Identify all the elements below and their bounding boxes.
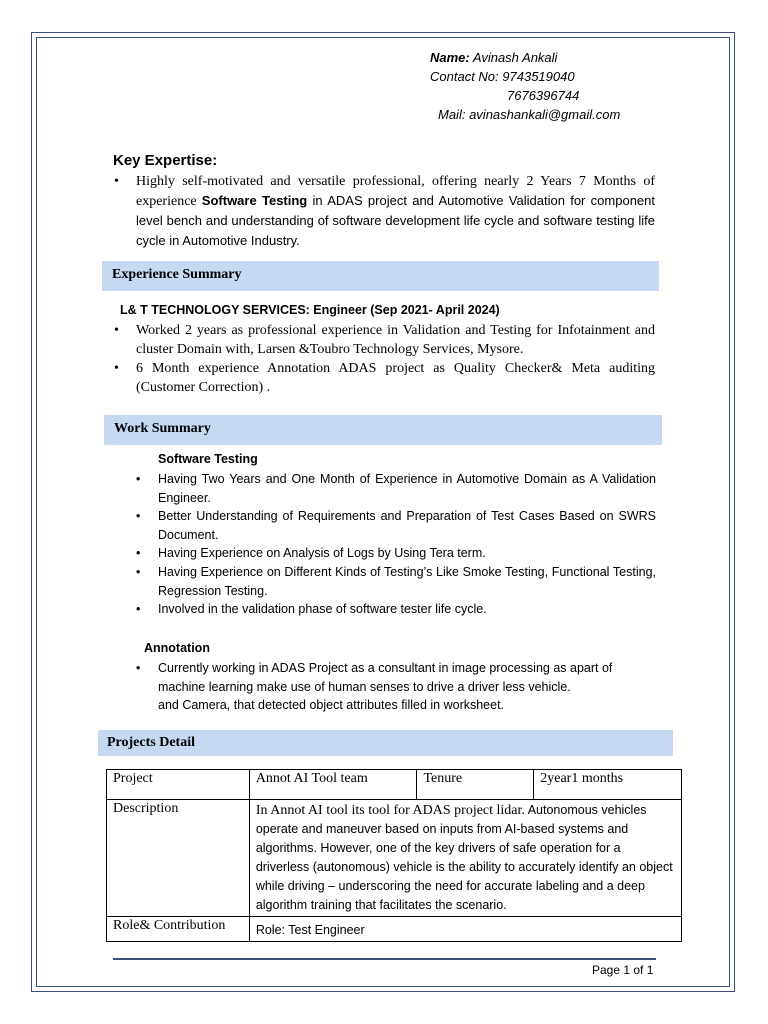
phone-secondary: 7676396744 <box>507 88 580 103</box>
software-testing-list <box>136 470 656 619</box>
contact-label: Contact No: <box>430 69 499 84</box>
experience-summary-heading: Experience Summary <box>112 267 242 282</box>
key-expertise-text-start: Highly self-motivated and versatile professional, offering nearly 2 Years 7 Months of experience <box>136 174 655 209</box>
description-label-cell: Description <box>107 800 250 917</box>
company-line: L& T TECHNOLOGY SERVICES: Engineer (Sep 2021- April 2024) <box>120 303 500 317</box>
candidate-name: Avinash Ankali <box>472 50 558 65</box>
experience-item: • 6 Month experience Annotation ADAS project as Quality Checker& Meta auditing (Customer Correction) . <box>114 359 655 397</box>
experience-list <box>114 321 655 397</box>
footer-divider <box>113 958 656 960</box>
key-expertise-bold: Software Testing <box>201 193 308 208</box>
description-lead: In Annot AI tool its tool for ADAS project lidar. <box>255 803 525 818</box>
list-item: • Having Two Years and One Month of Experience in Automotive Domain as A Validation Engineer. <box>136 470 656 507</box>
description-value-cell <box>249 800 681 917</box>
name-row <box>430 48 620 67</box>
experience-summary-band <box>102 261 659 291</box>
experience-item: • Worked 2 years as professional experience in Validation and Testing for Infotainment and cluster Domain with, Larsen &Toubro Technology Services, Mysore. <box>114 321 655 359</box>
list-item: • Having Experience on Analysis of Logs by Using Tera term. <box>136 544 656 563</box>
project-label-cell: Project <box>107 770 250 800</box>
work-summary-band <box>104 415 662 445</box>
table-row <box>107 800 682 917</box>
list-item: • Having Experience on Different Kinds of Testing’s Like Smoke Testing, Functional Testing, Regression Testing. <box>136 563 656 600</box>
annotation-title: Annotation <box>144 641 210 655</box>
list-item: • Currently working in ADAS Project as a consultant in image processing as apart of machine learning make use of human senses to drive a driver less vehicle. <box>136 659 656 697</box>
table-row <box>107 917 682 942</box>
role-value-cell: Role: Test Engineer <box>249 917 681 942</box>
projects-detail-band <box>98 730 673 756</box>
phone-primary: 9743519040 <box>502 69 575 84</box>
projects-detail-heading: Projects Detail <box>107 735 195 750</box>
table-row <box>107 770 682 800</box>
contact-block <box>430 48 620 124</box>
annotation-extra-line: and Camera, that detected object attributes filled in worksheet. <box>158 698 505 712</box>
software-testing-title: Software Testing <box>158 452 258 466</box>
mail-label: Mail: <box>438 107 466 122</box>
project-value-cell: Annot AI Tool team <box>249 770 417 800</box>
email-address: avinashankali@gmail.com <box>469 107 621 122</box>
list-item: • Involved in the validation phase of software tester life cycle. <box>136 600 656 619</box>
key-expertise-item <box>114 172 655 251</box>
phone-row <box>430 67 620 86</box>
projects-table <box>106 769 682 942</box>
role-label-cell: Role& Contribution <box>107 917 250 942</box>
description-rest: Autonomous vehicles operate and maneuver based on inputs from AI-based systems and algorithms. However, one of the key drivers of safe operation for a driverless (autonomous) vehicle is the ability to accurately identify an object while driving – underscoring the need for accurate labeling and a deep algorithm training that facilitates the scenario. <box>255 803 673 912</box>
key-expertise-list <box>114 172 655 251</box>
key-expertise-text-end: in ADAS project and Automotive Validation for component level bench and understanding of software development life cycle and software testing life cycle in Automotive Industry. <box>136 193 655 248</box>
phone-secondary-row <box>430 86 620 105</box>
name-label: Name: <box>430 50 470 65</box>
key-expertise-heading: Key Expertise: <box>113 152 218 169</box>
mail-row <box>430 105 620 124</box>
work-summary-heading: Work Summary <box>114 421 211 436</box>
tenure-label-cell: Tenure <box>417 770 534 800</box>
tenure-value-cell: 2year1 months <box>534 770 682 800</box>
page-number: Page 1 of 1 <box>592 963 654 977</box>
list-item: • Better Understanding of Requirements and Preparation of Test Cases Based on SWRS Document. <box>136 507 656 544</box>
annotation-list <box>136 659 656 697</box>
